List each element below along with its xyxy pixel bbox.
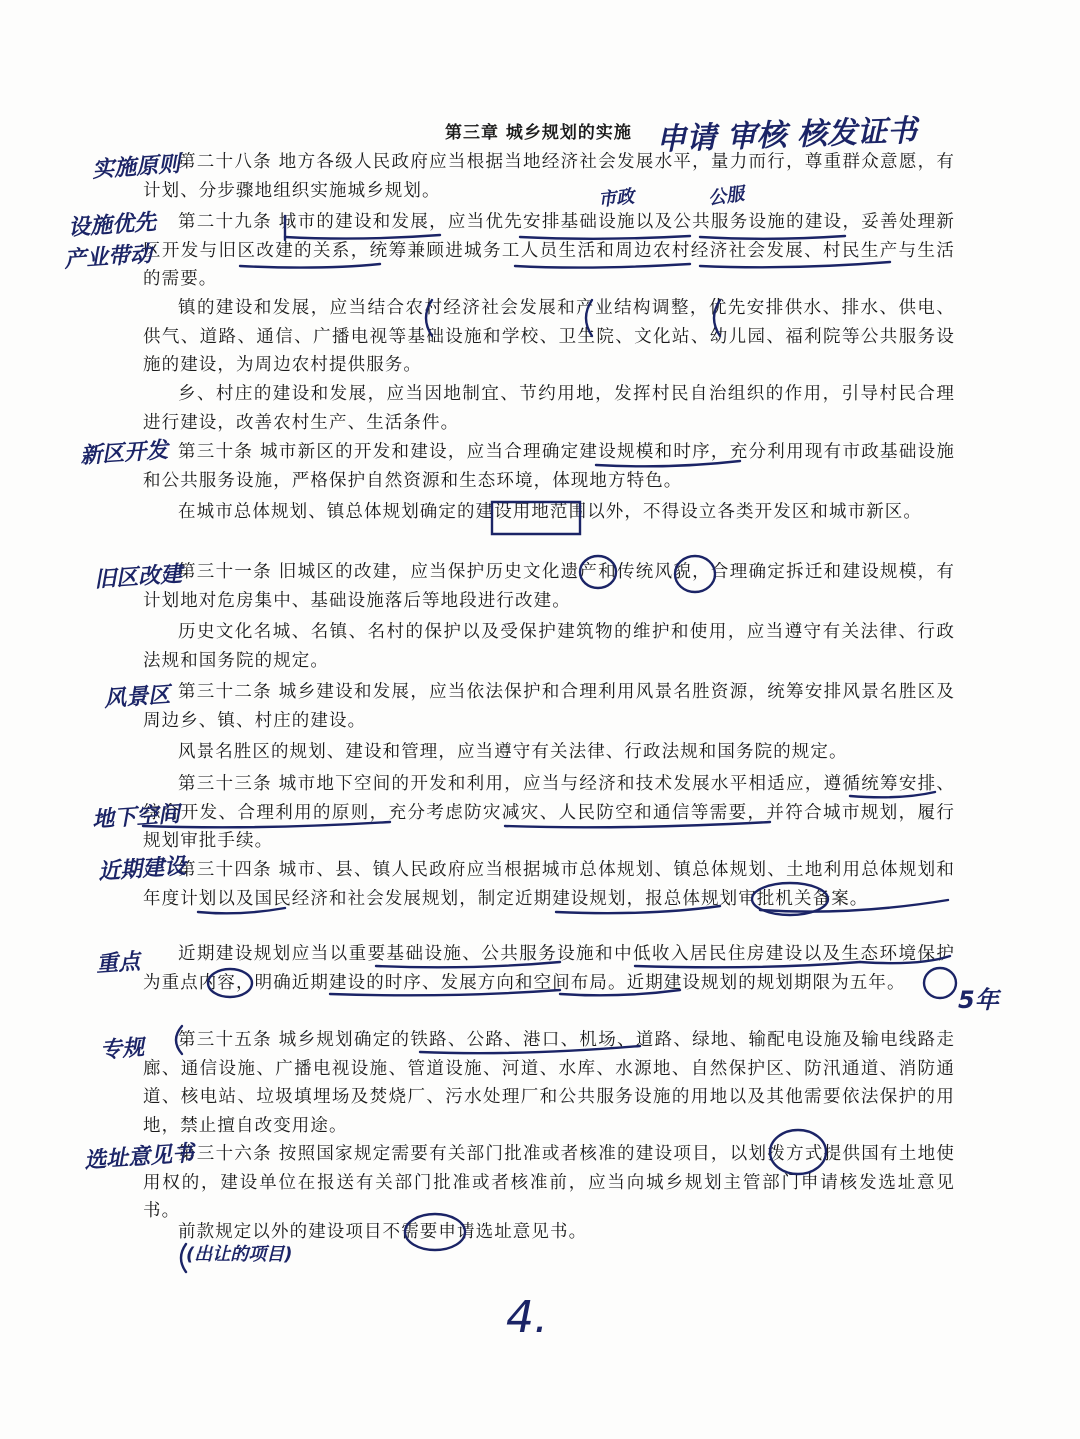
paragraph-article-28: 第二十八条 地方各级人民政府应当根据当地经济社会发展水平，量力而行，尊重群众意愿，有计划、分步骤地组织实施城乡规划。 xyxy=(143,152,955,201)
paragraph-article-34: 第三十四条 城市、县、镇人民政府应当根据城市总体规划、镇总体规划、土地利用总体规划和年度计划以及国民经济和社会发展规划，制定近期建设规划，报总体规划审批机关备案。 xyxy=(143,860,955,909)
paragraph-site-selection-exception: 前款规定以外的建设项目不需要申请选址意见书。 xyxy=(178,1222,588,1242)
handwritten-bottom-note: (出让的项目) xyxy=(186,1244,293,1265)
paragraph-article-31: 第三十一条 旧城区的改建，应当保护历史文化遗产和传统风貌，合理确定拆迁和建设规模，有计划地对危房集中、基础设施落后等地段进行改建。 xyxy=(143,562,955,611)
paragraph-article-33: 第三十三条 城市地下空间的开发和利用，应当与经济和技术发展水平相适应，遵循统筹安排、综合开发、合理利用的原则，充分考虑防灾减灾、人民防空和通信等需要，并符合城市规划，履行规划审批手续。 xyxy=(143,774,955,851)
margin-note-art31: 旧区改建 xyxy=(93,561,183,594)
handwritten-header-note: 申请 审核 核发证书 xyxy=(655,113,918,158)
margin-note-art32: 风景区 xyxy=(103,682,171,713)
paragraph-article-35: 第三十五条 城乡规划确定的铁路、公路、港口、机场、道路、绿地、输配电设施及输电线路走廊、通信设施、广播电视设施、管道设施、河道、水库、水源地、自然保护区、防汛通道、消防通道、核电站、垃圾填埋场及焚烧厂、污水处理厂和公共服务设施的用地以及其他需要依法保护的用地，禁止擅自改变用途。 xyxy=(143,1030,955,1136)
margin-note-art34b: 重点 xyxy=(95,949,141,978)
paragraph-article-32: 第三十二条 城乡建设和发展，应当依法保护和合理利用风景名胜资源，统筹安排风景名胜区及周边乡、镇、村庄的建设。 xyxy=(143,682,955,731)
chapter-title: 第三章 城乡规划的实施 xyxy=(445,123,632,143)
margin-note-art35: 专规 xyxy=(99,1035,145,1064)
paragraph-historic-cities: 历史文化名城、名镇、名村的保护以及受保护建筑物的维护和使用，应当遵守有关法律、行政法规和国务院的规定。 xyxy=(143,622,955,671)
handwritten-side-note: 5年 xyxy=(958,986,999,1014)
paragraph-town-construction: 镇的建设和发展，应当结合农村经济社会发展和产业结构调整，优先安排供水、排水、供电、供气、道路、通信、广播电视等基础设施和学校、卫生院、文化站、幼儿园、福利院等公共服务设施的建设，为周边农村提供服务。 xyxy=(143,298,955,375)
paragraph-development-zone: 在城市总体规划、镇总体规划确定的建设用地范围以外，不得设立各类开发区和城市新区。 xyxy=(178,502,922,522)
paragraph-article-30: 第三十条 城市新区的开发和建设，应当合理确定建设规模和时序，充分利用现有市政基础设施和公共服务设施，严格保护自然资源和生态环境，体现地方特色。 xyxy=(143,442,955,491)
inline-note-municipal: 市政 xyxy=(597,186,636,211)
margin-note-art36: 选址意见书 xyxy=(83,1141,195,1174)
paragraph-village-construction: 乡、村庄的建设和发展，应当因地制宜、节约用地，发挥村民自治组织的作用，引导村民合理进行建设，改善农村生产、生活条件。 xyxy=(143,384,955,433)
paragraph-near-term-plan: 近期建设规划应当以重要基础设施、公共服务设施和中低收入居民住房建设以及生态环境保护为重点内容，明确近期建设的时序、发展方向和空间布局。近期建设规划的规划期限为五年。 xyxy=(143,944,955,993)
paragraph-scenic-areas: 风景名胜区的规划、建设和管理，应当遵守有关法律、行政法规和国务院的规定。 xyxy=(178,742,848,762)
margin-note-art28: 实施原则 xyxy=(91,151,181,184)
margin-note-art29-a: 设施优先 xyxy=(67,209,157,242)
paragraph-article-36: 第三十六条 按照国家规定需要有关部门批准或者核准的建设项目，以划拨方式提供国有土地使用权的，建设单位在报送有关部门批准或者核准前，应当向城乡规划主管部门申请核发选址意见书。 xyxy=(143,1144,955,1221)
margin-note-art34: 近期建设 xyxy=(97,853,187,886)
page-number: 4. xyxy=(506,1292,548,1343)
margin-note-art33: 地下空间 xyxy=(91,801,181,834)
margin-note-art29-b: 产业带动 xyxy=(63,241,153,274)
margin-note-art30: 新区开发 xyxy=(79,437,169,470)
inline-note-public-service: 公服 xyxy=(706,183,746,210)
paragraph-article-29: 第二十九条 城市的建设和发展，应当优先安排基础设施以及公共服务设施的建设，妥善处理新区开发与旧区改建的关系，统筹兼顾进城务工人员生活和周边农村经济社会发展、村民生产与生活的需要。 xyxy=(143,212,955,289)
